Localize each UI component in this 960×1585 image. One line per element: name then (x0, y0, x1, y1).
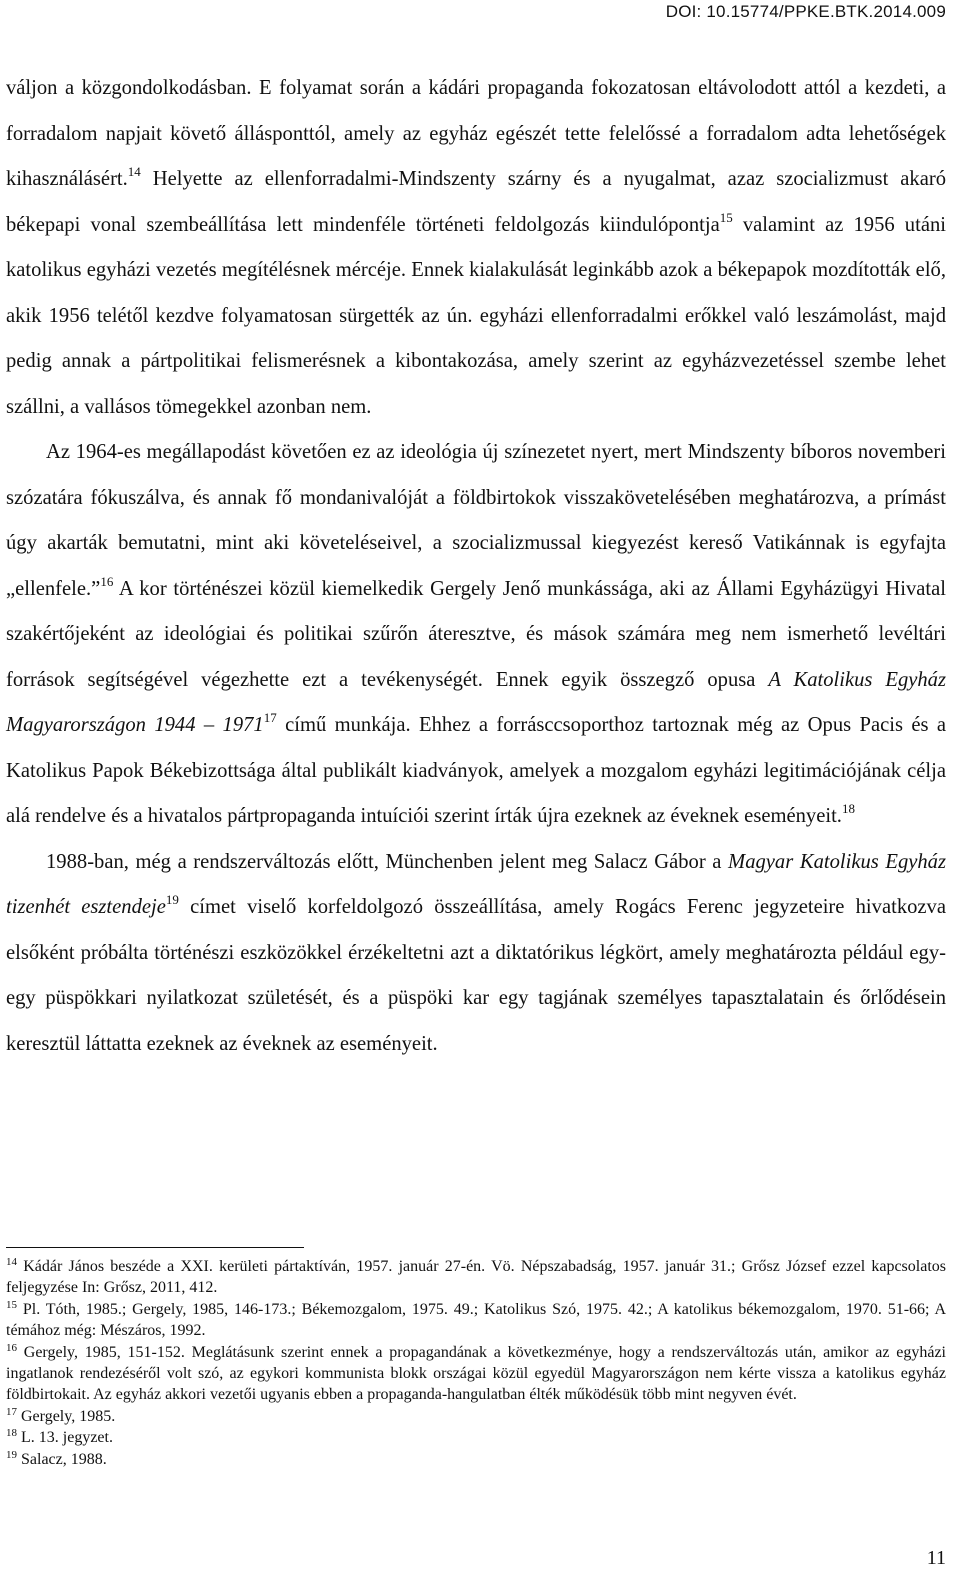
footnote-number: 19 (6, 1448, 17, 1461)
paragraph-text: 1988-ban, még a rendszerváltozás előtt, Münchenben jelent meg Salacz Gábor a (46, 850, 729, 873)
footnote-ref[interactable]: 16 (100, 573, 114, 589)
footnote-number: 17 (6, 1405, 17, 1418)
paragraph-text: című munkája. Ehhez a forrásccsoporthoz tartoznak még az Opus Pacis és a Katolikus Papok Békebizottsága által publikált kiadványok, amelyek a mozgalom egyházi legitimációjának célja alá rendelve és a hivatalos pártpropaganda intuíciói szerint írták újra ezeknek az éveknek eseményeit. (6, 714, 946, 827)
footnote-ref[interactable]: 15 (719, 209, 733, 225)
footnote-text: Gergely, 1985, 151-152. Meglátásunk szerint ennek a propagandának a következménye, hogy a rendszerváltozás után, amikor az egyházi ingatlanok rendezéséről volt szó, az egykori kommunista blokk országai közül egyedül Magyarországon nem kérte vissza a katolikus egyház földbirtokait. Az egyház akkori vezetői ugyanis ebben a propaganda-hangulatban élték működésük több mint negyven évét. (6, 1343, 946, 1404)
footnote-text: Kádár János beszéde a XXI. kerületi pártaktíván, 1957. január 27-én. Vö. Népszabadság, 1957. január 31.; Grősz József ezzel kapcsolatos feljegyzése In: Grősz, 2011, 412. (6, 1258, 946, 1297)
footnote-ref[interactable]: 18 (841, 801, 855, 816)
paragraph-2 (6, 430, 946, 840)
footnote-item (6, 1256, 946, 1299)
footnote-item (6, 1342, 946, 1406)
paragraph-1 (6, 66, 946, 430)
footnote-separator (6, 1247, 304, 1248)
footnote-item (6, 1299, 946, 1342)
footnote-number: 18 (6, 1427, 17, 1440)
footnote-text: Pl. Tóth, 1985.; Gergely, 1985, 146-173.; Békemozgalom, 1975. 49.; Katolikus Szó, 1975. 42.; A katolikus békemozgalom, 1970. 51-66; A témához még: Mészáros, 1992. (6, 1300, 946, 1340)
paragraph-text: A kor történészei közül kiemelkedik Gergely Jenő munkássága, aki az Állami Egyházügyi Hivatal szakértőjeként az ideológiai és politikai szűrőn áteresztve, és mások számára meg nem ismerhető levéltári források segítségével végezhette ezt a tevékenységét. Ennek egyik összegző opusa (6, 577, 946, 691)
footnotes (6, 1256, 946, 1470)
page-number: 11 (926, 1547, 946, 1569)
book-title: Magyar Katolikus Egyház tizenhét esztendeje (6, 850, 946, 918)
footnote-text: L. 13. jegyzet. (17, 1429, 113, 1447)
footnote-ref[interactable]: 17 (263, 710, 277, 725)
footnote-item (6, 1449, 946, 1470)
footnote-item (6, 1427, 946, 1448)
footnote-number: 16 (6, 1341, 17, 1354)
paragraph-text: váljon a közgondolkodásban. E folyamat során a kádári propaganda fokozatosan eltávolodott attól a kezdeti, a forradalom napjait követő állásponttól, amely az egyház egészét tette felelőssé a forradalom adta lehetőségek kihasználásért. (6, 77, 946, 190)
footnote-item (6, 1406, 946, 1427)
paragraph-text: Az 1964-es megállapodást követően ez az ideológia új színezetet nyert, mert Mindszenty bíboros novemberi szózatára fókuszálva, és annak fő mondanivalóját a földbirtokok visszakövetelésében meghatározva, a prímást úgy akarták bemutatni, mint aki követeléseivel, a szocializmussal kiegyezést kereső Vatikánnak is egyfajta „ellenfele.” (6, 441, 946, 600)
paragraph-text: valamint az 1956 utáni katolikus egyházi vezetés megítélésnek mércéje. Ennek kialakulását leginkább azok a békepapok mozdították elő, akik 1956 telétől kezdve folyamatosan sürgették az ún. egyházi ellenforradalmi erőkkel való leszámolást, majd pedig annak a pártpolitikai felismerésnek a kibontakozása, amely szerint az egyházvezetéssel szembe lehet szállni, a vallásos tömegekkel azonban nem. (6, 213, 946, 418)
footnote-text: Salacz, 1988. (17, 1450, 107, 1468)
footnote-number: 14 (6, 1256, 17, 1268)
paragraph-3 (6, 840, 946, 1068)
doi-header: DOI: 10.15774/PPKE.BTK.2014.009 (665, 2, 946, 21)
paragraph-text: Helyette az ellenforradalmi-Mindszenty szárny és a nyugalmat, azaz szocializmust akaró békepapi vonal szembeállítása lett mindenféle történeti feldolgozás kiindulópontja (6, 168, 946, 236)
body-text (6, 66, 946, 1067)
footnote-ref[interactable]: 14 (127, 164, 141, 179)
book-title: A Katolikus Egyház Magyarországon 1944 – 1971 (6, 668, 946, 736)
footnote-number: 15 (6, 1298, 17, 1311)
footnote-ref[interactable]: 19 (165, 892, 179, 907)
paragraph-text: címet viselő korfeldolgozó összeállítása, amely Rogács Ferenc jegyzeteire hivatkozva elsőként próbálta történészi eszközökkel érzékeltetni azt a diktatórikus légkört, amely meghatározta például egy-egy püspökkari nyilatkozat születését, és a püspöki kar egy tagjának személyes tapasztalatain és őrlődésein keresztül láttatta ezeknek az éveknek az eseményeit. (6, 896, 946, 1055)
footnote-text: Gergely, 1985. (17, 1407, 116, 1425)
